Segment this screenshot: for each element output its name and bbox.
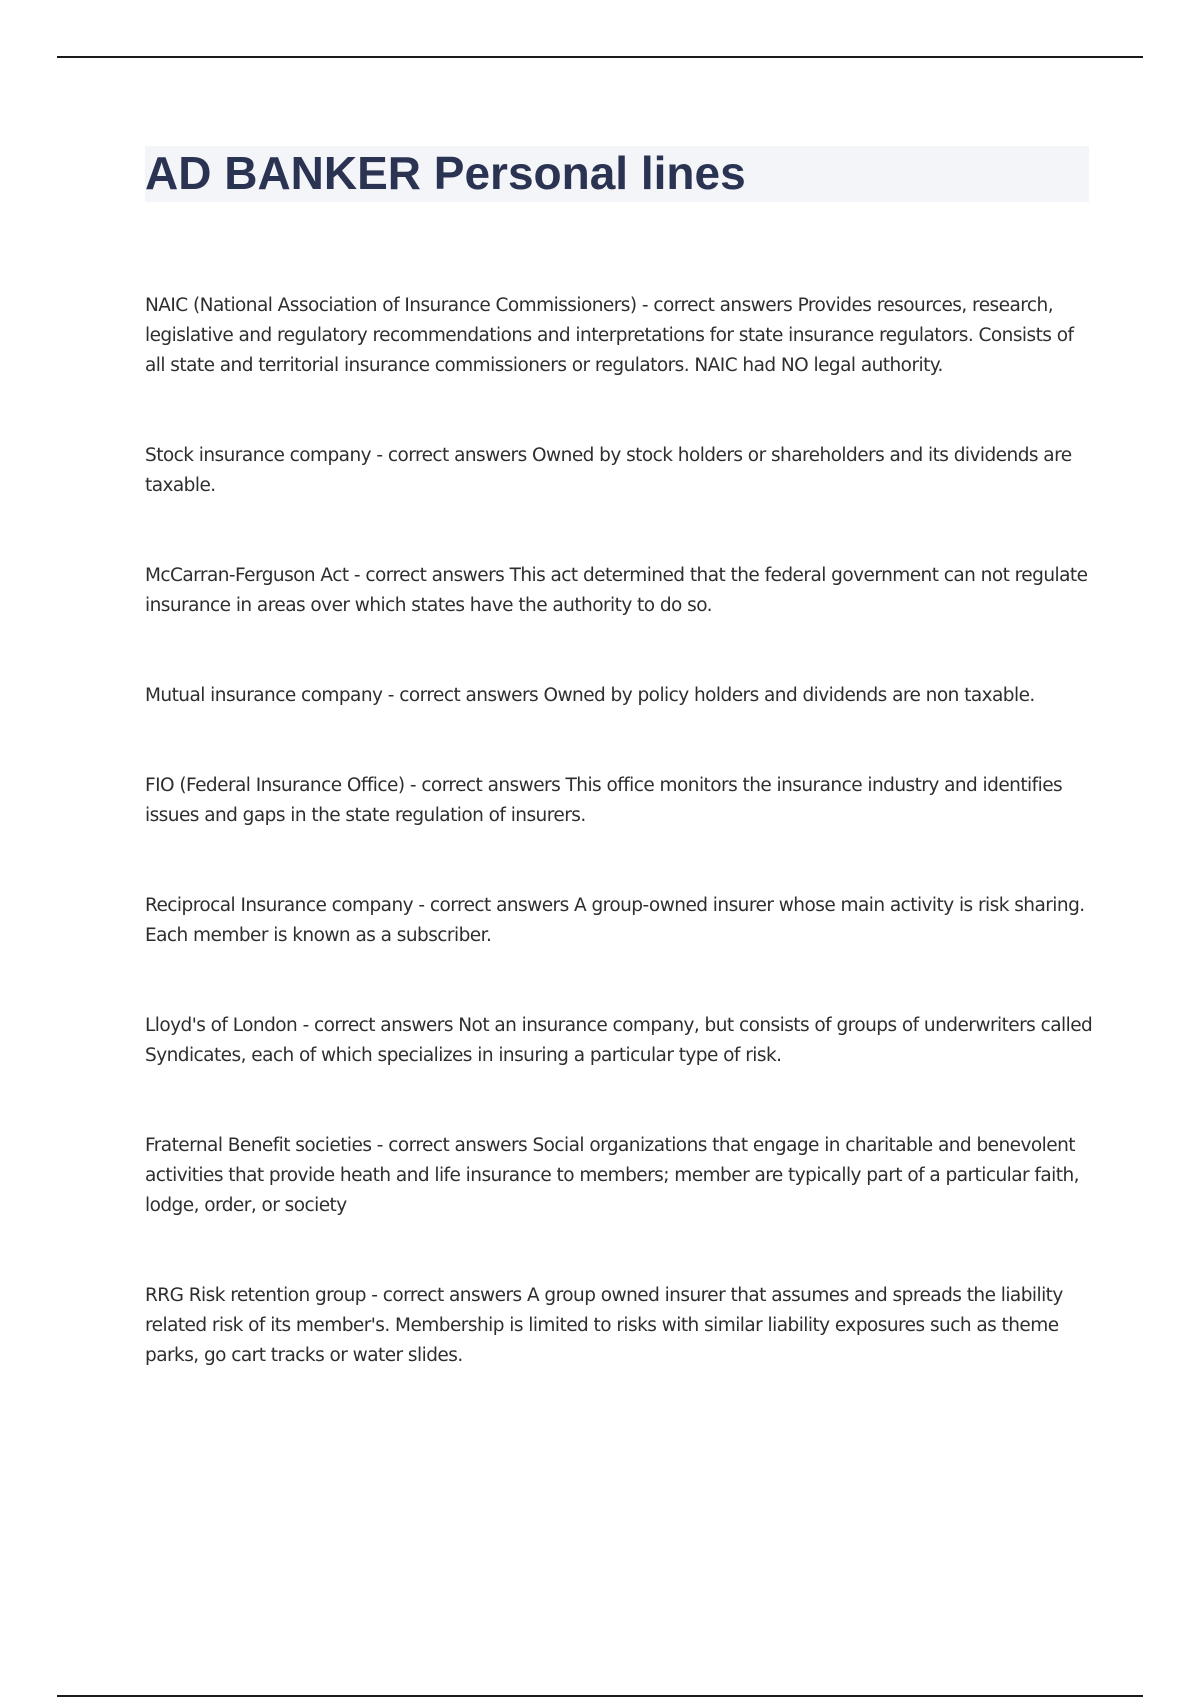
entry-separator: -	[413, 895, 430, 916]
qa-entry	[145, 681, 1095, 711]
entry-term: Mutual insurance company	[145, 685, 383, 706]
entry-label: correct answers	[388, 1135, 528, 1156]
entry-label: correct answers	[382, 1285, 522, 1306]
entry-label: correct answers	[365, 565, 505, 586]
qa-list	[145, 291, 1095, 1431]
entry-answer: Owned by policy holders and dividends are non taxable.	[543, 685, 1035, 706]
qa-entry	[145, 561, 1095, 621]
qa-entry	[145, 1011, 1095, 1071]
entry-separator: -	[371, 1135, 389, 1156]
document-title: AD BANKER Personal lines	[145, 147, 746, 199]
entry-term: Stock insurance company	[145, 445, 372, 466]
entry-term: Fraternal Benefit societies	[145, 1135, 372, 1156]
entry-label: correct answers	[314, 1015, 453, 1036]
qa-entry	[145, 1131, 1095, 1221]
entry-term: RRG Risk retention group	[145, 1285, 366, 1306]
entry-term: NAIC (National Association of Insurance Commissioners)	[145, 295, 637, 316]
entry-label: correct answers	[387, 445, 527, 466]
entry-answer: Provides resources, research, legislative and regulatory recommendations and interpretations for state insurance regulators. Consists of all state and territorial insurance commissioners or regulators. NAIC had NO legal authority.	[145, 295, 1074, 376]
entry-separator: -	[365, 1285, 383, 1306]
entry-answer: This office monitors the insurance industry and identifies issues and gaps in the state regulation of insurers.	[145, 775, 1063, 826]
entry-label: correct answers	[653, 295, 793, 316]
entry-separator: -	[404, 775, 422, 796]
entry-separator: -	[371, 445, 388, 466]
entry-term: FIO (Federal Insurance Office)	[145, 775, 405, 796]
entry-answer: Not an insurance company, but consists of groups of underwriters called Syndicates, each of which specializes in insuring a particular type of risk.	[145, 1015, 1093, 1066]
entry-separator: -	[348, 565, 366, 586]
entry-term: Lloyd's of London	[145, 1015, 298, 1036]
entry-separator: -	[636, 295, 654, 316]
entry-term: Reciprocal Insurance company	[145, 895, 414, 916]
qa-entry	[145, 1281, 1095, 1371]
entry-label: correct answers	[429, 895, 569, 916]
entry-answer: Owned by stock holders or shareholders and its dividends are taxable.	[145, 445, 1072, 496]
entry-term: McCarran-Ferguson Act	[145, 565, 349, 586]
entry-answer: A group owned insurer that assumes and spreads the liability related risk of its member's. Membership is limited to risks with similar liability exposures such as theme parks, go cart tracks or water slides.	[145, 1285, 1063, 1366]
qa-entry	[145, 441, 1095, 501]
entry-separator: -	[297, 1015, 315, 1036]
entry-answer: Social organizations that engage in charitable and benevolent activities that provide heath and life insurance to members; member are typically part of a particular faith, lodge, order, or society	[145, 1135, 1079, 1216]
entry-label: correct answers	[399, 685, 539, 706]
entry-answer: This act determined that the federal government can not regulate insurance in areas over which states have the authority to do so.	[145, 565, 1088, 616]
entry-separator: -	[382, 685, 400, 706]
qa-entry	[145, 291, 1095, 381]
qa-entry	[145, 891, 1095, 951]
qa-entry	[145, 771, 1095, 831]
bottom-rule	[57, 1695, 1143, 1697]
entry-answer: A group-owned insurer whose main activity is risk sharing. Each member is known as a subscriber.	[145, 895, 1085, 946]
top-rule	[57, 56, 1143, 58]
entry-label: correct answers	[421, 775, 561, 796]
